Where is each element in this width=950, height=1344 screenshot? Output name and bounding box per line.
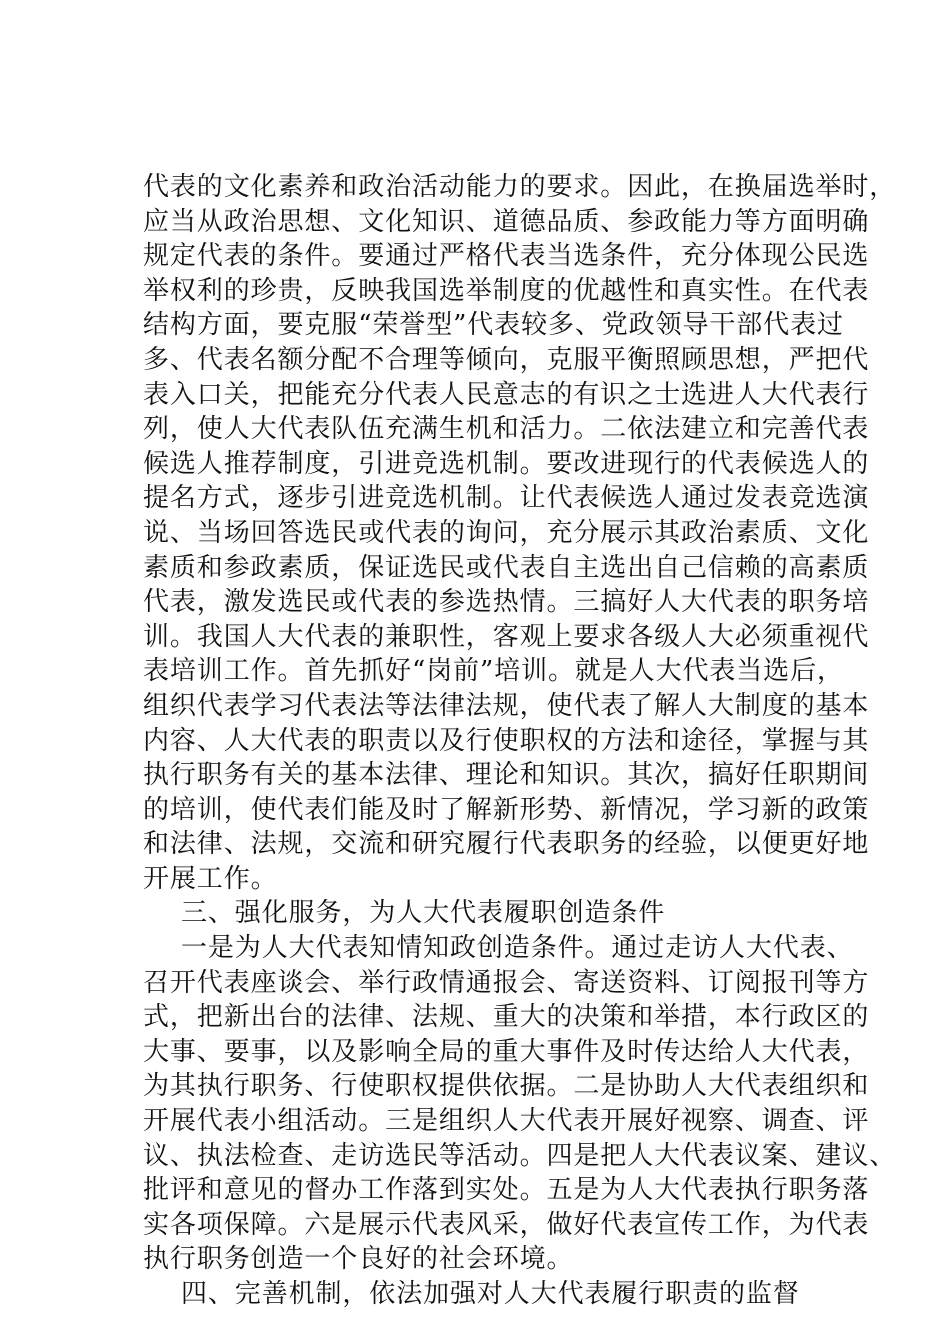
text-line: 执行职务有关的基本法律、理论和知识。其次，搞好任职期间: [143, 760, 870, 791]
text-line: 表培训工作。首先抓好“岗前”培训。就是人大代表当选后，: [143, 656, 844, 687]
paragraph-heading-line: 三、强化服务，为人大代表履职创造条件: [181, 898, 666, 929]
text-line: 大事、要事，以及影响全局的重大事件及时传达给人大代表，: [143, 1036, 870, 1067]
text-line: 执行职务创造一个良好的社会环境。: [143, 1244, 574, 1275]
text-line: 式，把新出台的法律、法规、重大的决策和举措，本行政区的: [143, 1002, 870, 1033]
text-line: 说、当场回答选民或代表的询问，充分展示其政治素质、文化: [143, 517, 870, 548]
text-line: 开展工作。: [143, 863, 278, 894]
text-line: 举权利的珍贵，反映我国选举制度的优越性和真实性。在代表: [143, 275, 870, 306]
text-line: 批评和意见的督办工作落到实处。五是为人大代表执行职务落: [143, 1175, 870, 1206]
text-line: 的培训，使代表们能及时了解新形势、新情况，学习新的政策: [143, 794, 870, 825]
text-line: 和法律、法规，交流和研究履行代表职务的经验，以便更好地: [143, 829, 870, 860]
text-line: 组织代表学习代表法等法律法规，使代表了解人大制度的基本: [143, 690, 870, 721]
text-line: 表入口关，把能充分代表人民意志的有识之士选进人大代表行: [143, 379, 870, 410]
text-line: 提名方式，逐步引进竞选机制。让代表候选人通过发表竞选演: [143, 483, 870, 514]
paragraph-heading-line: 四、完善机制，依法加强对人大代表履行职责的监督: [181, 1279, 800, 1309]
text-line: 实各项保障。六是展示代表风采，做好代表宣传工作，为代表: [143, 1209, 870, 1240]
text-line: 列，使人大代表队伍充满生机和活力。二依法建立和完善代表: [143, 414, 870, 445]
text-line: 结构方面，要克服“荣誉型”代表较多、党政领导干部代表过: [143, 310, 844, 341]
text-line: 议、执法检查、走访选民等活动。四是把人大代表议案、建议、: [143, 1140, 897, 1171]
text-line: 候选人推荐制度，引进竞选机制。要改进现行的代表候选人的: [143, 448, 870, 479]
text-line: 内容、人大代表的职责以及行使职权的方法和途径，掌握与其: [143, 725, 870, 756]
text-line: 多、代表名额分配不合理等倾向，克服平衡照顾思想，严把代: [143, 344, 870, 375]
text-line: 召开代表座谈会、举行政情通报会、寄送资料、订阅报刊等方: [143, 967, 870, 998]
text-line: 代表，激发选民或代表的参选热情。三搞好人大代表的职务培: [143, 587, 870, 618]
text-line: 开展代表小组活动。三是组织人大代表开展好视察、调查、评: [143, 1106, 870, 1137]
text-line: 应当从政治思想、文化知识、道德品质、参政能力等方面明确: [143, 206, 870, 237]
text-line: 代表的文化素养和政治活动能力的要求。因此，在换届选举时，: [143, 172, 897, 202]
text-line: 训。我国人大代表的兼职性，客观上要求各级人大必须重视代: [143, 621, 870, 652]
document-body: [143, 170, 897, 1312]
text-line: 规定代表的条件。要通过严格代表当选条件，充分体现公民选: [143, 241, 870, 272]
paragraph-heading-line: 一是为人大代表知情知政创造条件。通过走访人大代表、: [181, 933, 854, 964]
text-line: 为其执行职务、行使职权提供依据。二是协助人大代表组织和: [143, 1071, 870, 1102]
text-line: 素质和参政素质，保证选民或代表自主选出自己信赖的高素质: [143, 552, 870, 583]
